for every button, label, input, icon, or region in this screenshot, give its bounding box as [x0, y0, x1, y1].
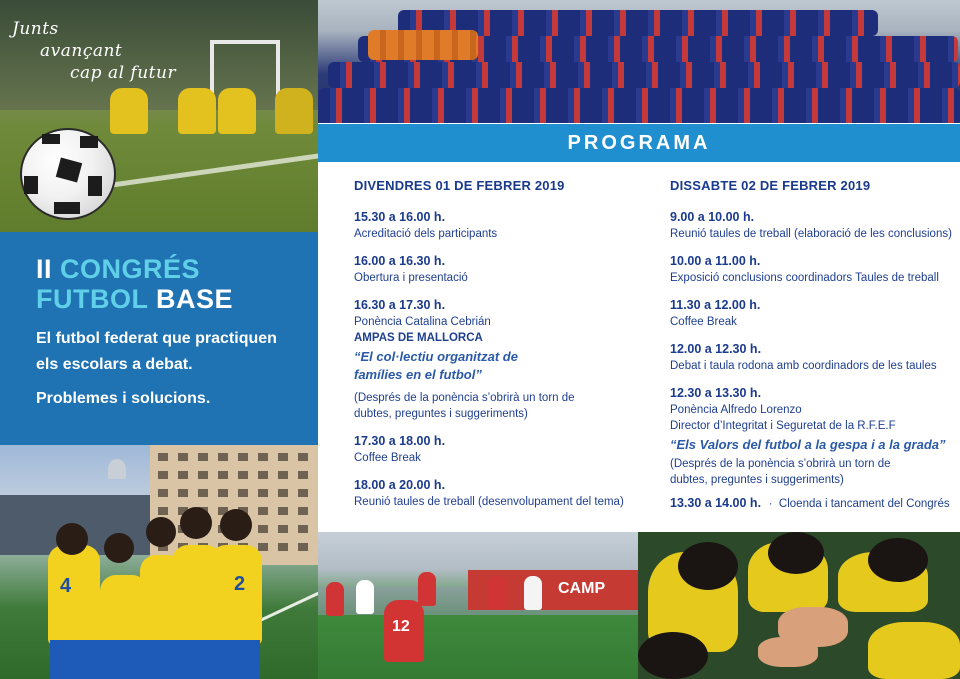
- building-window: [178, 471, 188, 479]
- player-head: [146, 517, 176, 547]
- schedule-item: [354, 209, 644, 242]
- title-highlight: FUTBOL: [36, 284, 148, 314]
- player-shorts: [50, 640, 260, 679]
- item-time: 11.30 a 12.00 h.: [670, 298, 761, 312]
- building-window: [278, 507, 288, 515]
- item-time: 10.00 a 11.00 h.: [670, 254, 761, 268]
- player-figure: [218, 88, 256, 134]
- player-figure: [488, 576, 506, 610]
- trophy-celebration-photo: [0, 445, 318, 679]
- building-window: [198, 471, 208, 479]
- player-figure: [868, 622, 960, 679]
- player-head: [678, 542, 738, 590]
- building-window: [238, 489, 248, 497]
- player-figure: [210, 545, 262, 645]
- player-figure: [356, 580, 374, 614]
- item-time: 12.00 a 12.30 h.: [670, 342, 762, 356]
- item-time: 9.00 a 10.00 h.: [670, 210, 755, 224]
- player-figure: [178, 88, 216, 134]
- team-row: [318, 88, 960, 123]
- tagline-line: avançant: [40, 41, 123, 61]
- ad-board-text: CAMP: [558, 580, 606, 597]
- football-ball: [20, 128, 116, 220]
- building-window: [258, 543, 268, 551]
- stacked-hands: [758, 637, 818, 667]
- building-window: [158, 507, 168, 515]
- building-window: [258, 507, 268, 515]
- building-window: [258, 489, 268, 497]
- team-group-photo: [318, 0, 960, 123]
- item-time: 16.00 a 16.30 h.: [354, 254, 446, 268]
- pitch-line: [101, 152, 318, 189]
- building-window: [178, 489, 188, 497]
- player-figure: [418, 572, 436, 606]
- tagline-line: Junts: [12, 19, 59, 39]
- trophy-icon: [108, 459, 126, 479]
- building-window: [278, 489, 288, 497]
- building-window: [278, 471, 288, 479]
- item-desc: Exposició conclusions coordinadors Taules de treball: [670, 272, 939, 284]
- building-window: [158, 489, 168, 497]
- jersey-number: 2: [234, 573, 246, 595]
- player-head: [104, 533, 134, 563]
- item-note: (Després de la ponència s’obrirà un torn de dubtes, preguntes i suggeriments): [354, 392, 575, 420]
- building-window: [198, 489, 208, 497]
- building-window: [278, 453, 288, 461]
- building-window: [238, 453, 248, 461]
- building-window: [298, 507, 308, 515]
- item-desc: Debat i taula rodona amb coordinadors de les taules: [670, 360, 937, 372]
- team-row: [328, 62, 960, 88]
- item-desc: Obertura i presentació: [354, 272, 468, 284]
- jersey-number: 4: [60, 575, 72, 597]
- schedule-item: [354, 253, 644, 286]
- item-time: 17.30 a 18.00 h.: [354, 434, 446, 448]
- player-head: [180, 507, 212, 539]
- tagline-line: cap al futur: [70, 63, 177, 83]
- item-time: 15.30 a 16.00 h.: [354, 210, 446, 224]
- player-head: [220, 509, 252, 541]
- goal-post: [210, 40, 280, 95]
- building-window: [218, 471, 228, 479]
- congress-subtitle: El futbol federat que practiquen els escolars a debat.: [36, 330, 277, 373]
- congress-title: [36, 254, 318, 314]
- item-separator: ·: [765, 498, 779, 510]
- building-window: [258, 453, 268, 461]
- schedule-item: [670, 385, 955, 488]
- item-desc: Ponència Alfredo Lorenzo: [670, 404, 802, 416]
- item-desc-role: Director d’Integritat i Seguretat de la R.F.E.F: [670, 420, 896, 432]
- schedule-item: [354, 297, 644, 422]
- player-figure: [326, 582, 344, 616]
- building-window: [278, 525, 288, 533]
- building-window: [178, 453, 188, 461]
- item-desc: Reunió taules de treball (elaboració de les conclusions): [670, 228, 952, 240]
- building-window: [258, 525, 268, 533]
- building-window: [298, 489, 308, 497]
- player-head: [638, 632, 708, 679]
- item-desc: Coffee Break: [354, 452, 421, 464]
- building-window: [298, 471, 308, 479]
- item-time: 18.00 a 20.00 h.: [354, 478, 446, 492]
- building-window: [258, 471, 268, 479]
- schedule-day2: [670, 178, 955, 523]
- building-window: [218, 489, 228, 497]
- congress-title-panel: [0, 232, 318, 445]
- schedule-item: [670, 341, 955, 374]
- congress-problems: Problemes i solucions.: [36, 390, 211, 407]
- day-heading: DIVENDRES 01 DE FEBRER 2019: [354, 178, 565, 193]
- item-desc: Ponència Catalina Cebrián: [354, 316, 491, 328]
- item-desc: Coffee Break: [670, 316, 737, 328]
- title-rest: BASE: [156, 284, 234, 314]
- talk-title: “El col·lectiu organitzat de famílies en el futbol”: [354, 349, 518, 382]
- building-window: [158, 453, 168, 461]
- building-window: [298, 525, 308, 533]
- match-action-photo: [318, 532, 638, 679]
- team-huddle-photo: [638, 532, 960, 679]
- item-note: (Després de la ponència s’obrirà un torn de dubtes, preguntes i suggeriments): [670, 458, 891, 486]
- tagline: [12, 18, 176, 84]
- title-prefix: II: [36, 254, 53, 284]
- building-window: [198, 453, 208, 461]
- player-head: [868, 538, 928, 582]
- player-figure: [524, 576, 542, 610]
- talk-title: “Els Valors del futbol a la gespa i a la grada”: [670, 437, 946, 452]
- player-head: [56, 523, 88, 555]
- player-figure: [275, 88, 313, 134]
- item-time: 13.30 a 14.00 h.: [670, 496, 762, 510]
- player-head: [768, 532, 824, 574]
- title-highlight: CONGRÉS: [60, 254, 201, 284]
- player-figure: [48, 545, 100, 645]
- schedule-item: [354, 433, 644, 466]
- schedule-item: [670, 297, 955, 330]
- schedule-item: [670, 209, 955, 242]
- programme-title: PROGRAMA: [567, 132, 711, 154]
- programme-header: [318, 124, 960, 162]
- building-window: [278, 543, 288, 551]
- building-window: [218, 453, 228, 461]
- player-figure: [110, 88, 148, 134]
- schedule-day1: [354, 178, 644, 521]
- jersey-number: 12: [392, 618, 410, 635]
- item-desc: Acreditació dels participants: [354, 228, 498, 240]
- item-desc: Cloenda i tancament del Congrés: [778, 498, 950, 510]
- schedule-item: [670, 253, 955, 286]
- building-window: [298, 453, 308, 461]
- item-desc: Reunió taules de treball (desenvolupament del tema): [354, 496, 624, 508]
- field-ball-photo: [0, 0, 318, 232]
- player-figure: [384, 600, 424, 662]
- item-desc-org: AMPAS DE MALLORCA: [354, 332, 483, 344]
- item-time: 16.30 a 17.30 h.: [354, 298, 446, 312]
- building-window: [158, 471, 168, 479]
- building-window: [238, 471, 248, 479]
- pitch-line: [253, 588, 318, 625]
- schedule-item: [354, 477, 644, 510]
- day-heading: DISSABTE 02 DE FEBRER 2019: [670, 178, 871, 193]
- team-row-orange: [368, 30, 478, 60]
- item-time: 12.30 a 13.30 h.: [670, 386, 762, 400]
- building-window: [298, 543, 308, 551]
- schedule-item-closing: [670, 494, 955, 512]
